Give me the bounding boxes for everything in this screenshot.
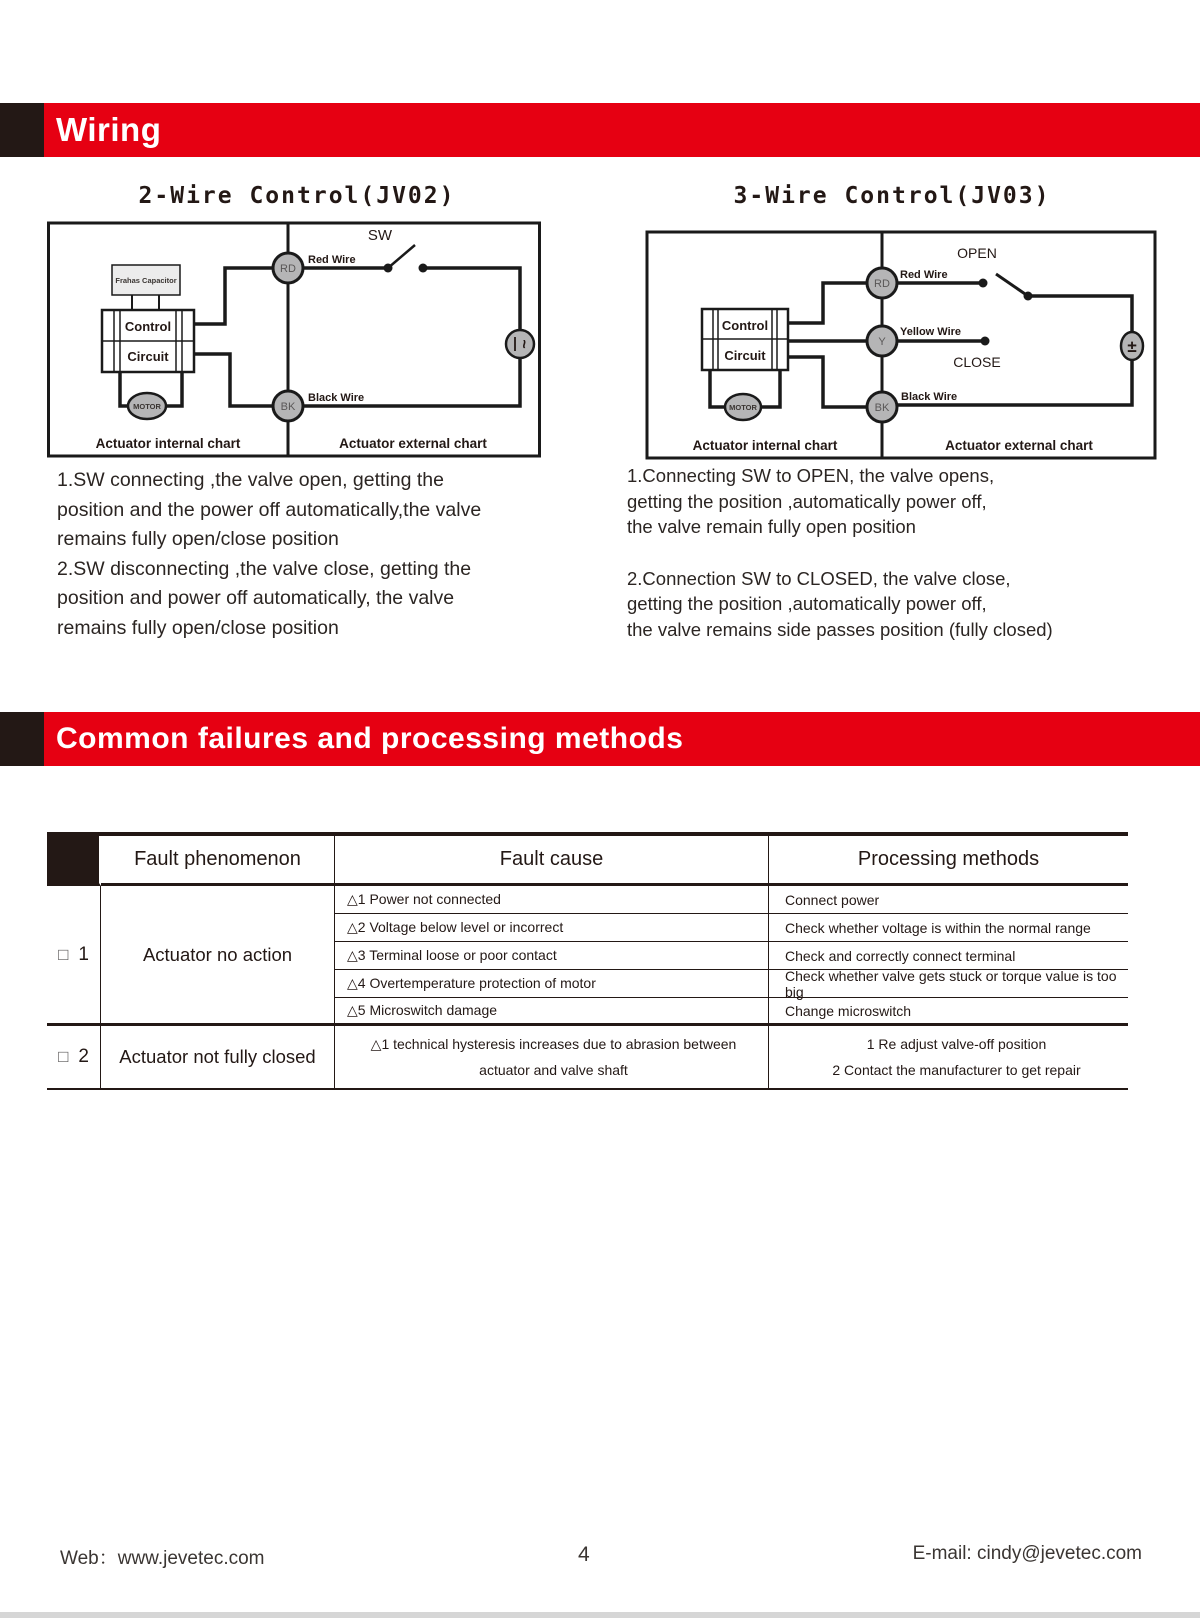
jv03-motor-wire-left (710, 370, 726, 407)
jv03-open-contact (979, 279, 988, 288)
fault-cause-cell: △2 Voltage below level or incorrect (335, 914, 769, 942)
row-number-cell (47, 1026, 101, 1090)
note-line: remains fully open/close position (57, 616, 339, 639)
processing-method-cell (769, 1026, 1128, 1090)
footer-email: E-mail: cindy@jevetec.com (912, 1543, 1142, 1564)
jv02-motor-label: MOTOR (133, 402, 161, 411)
row-number: 1 (78, 943, 89, 965)
fault-cause-cell: △1 Power not connected (335, 886, 769, 914)
note-line: remains fully open/close position (57, 528, 339, 550)
jv02-diagram-title: 2-Wire Control(JV02) (138, 183, 456, 209)
note-paragraph (627, 566, 1157, 643)
note-line: getting the position ,automatically power off, (627, 593, 987, 614)
jv03-internal-caption: Actuator internal chart (692, 438, 838, 453)
jv03-wiring-diagram (645, 228, 1157, 464)
jv02-rd-label: RD (280, 263, 296, 275)
note-paragraph (627, 463, 1157, 540)
method-line: 2 Contact the manufacturer to get repair (832, 1062, 1081, 1078)
fault-cause-cell: △3 Terminal loose or poor contact (335, 942, 769, 970)
note-line: 1.SW connecting ,the valve open, getting the (57, 469, 445, 491)
jv02-notes (57, 466, 557, 643)
jv03-red-wire-label: Red Wire (900, 269, 948, 281)
jv03-dc-plusminus: ± (1127, 337, 1137, 356)
jv02-sw-label: SW (367, 227, 393, 244)
failure-table (47, 832, 1128, 1090)
fault-cause-cell: △4 Overtemperature protection of motor (335, 970, 769, 998)
fault-phenomenon-cell: Actuator no action (101, 886, 335, 1026)
jv03-switch-blade (996, 274, 1028, 296)
jv03-control-label: Control (721, 318, 769, 333)
table-corner-cell (47, 836, 101, 886)
jv03-close-label: CLOSE (953, 354, 1001, 370)
jv02-black-wire-label: Black Wire (308, 392, 365, 404)
jv02-capacitor-label: Frahas Capacitor (115, 276, 177, 285)
jv03-bk-label: BK (874, 402, 890, 414)
method-line: 1 Re adjust valve-off position (866, 1036, 1047, 1052)
jv03-diagram-title: 3-Wire Control(JV03) (733, 183, 1051, 209)
note-line: getting the position ,automatically power off, (627, 490, 987, 512)
cause-line: △1 technical hysteresis increases due to abrasion between (370, 1036, 737, 1052)
jv02-circuit-to-bk-wire (194, 354, 274, 406)
wiring-section-banner (0, 103, 1200, 157)
jv03-external-loop (1028, 296, 1132, 332)
jv03-external-caption: Actuator external chart (945, 438, 1093, 453)
note-line: the valve remain fully open position (627, 516, 916, 537)
jv02-switch-blade (388, 245, 415, 268)
note-line: position and power off automatically, the valve (57, 587, 455, 609)
jv02-bk-label: BK (280, 401, 296, 413)
jv02-external-caption: Actuator external chart (339, 436, 487, 451)
jv03-black-wire-label: Black Wire (901, 391, 958, 403)
wiring-section-title: Wiring (56, 111, 162, 148)
jv02-ac-tilde: ~ (515, 339, 532, 349)
jv02-control-to-rd-wire (194, 268, 274, 324)
banner-black-square (0, 712, 44, 766)
jv03-rd-label: RD (874, 278, 890, 290)
processing-method-cell: Check and correctly connect terminal (769, 942, 1128, 970)
footer-website: Web：www.jevetec.com (60, 1548, 265, 1569)
jv02-red-wire-label: Red Wire (308, 254, 356, 266)
jv03-control-to-rd-wire (788, 283, 868, 323)
jv03-motor-label: MOTOR (729, 403, 757, 412)
jv02-circuit-label: Circuit (127, 349, 169, 364)
jv02-control-label: Control (124, 319, 172, 334)
processing-method-cell: Check whether voltage is within the normal range (769, 914, 1128, 942)
processing-method-cell: Change microswitch (769, 998, 1128, 1026)
note-line: 2.Connection SW to CLOSED, the valve close, (627, 567, 1011, 589)
fault-phenomenon-cell: Actuator not fully closed (101, 1026, 335, 1090)
note-line: the valve remains side passes position (fully closed) (627, 618, 1053, 640)
row-number-cell (47, 886, 101, 1026)
page-bottom-edge (0, 1612, 1200, 1618)
jv02-external-loop (423, 268, 520, 330)
checkbox-icon: □ (58, 1047, 69, 1066)
jv03-circuit-to-bk-wire (788, 357, 868, 407)
jv02-wiring-diagram (46, 220, 542, 460)
processing-method-cell: Connect power (769, 886, 1128, 914)
jv03-open-label: OPEN (957, 245, 997, 261)
page-number: 4 (578, 1543, 590, 1566)
jv02-internal-caption: Actuator internal chart (95, 436, 241, 451)
fault-cause-cell: △5 Microswitch damage (335, 998, 769, 1026)
processing-method-cell: Check whether valve gets stuck or torque value is too big (769, 970, 1128, 998)
jv03-close-contact (981, 337, 990, 346)
failures-section-banner (0, 712, 1200, 766)
col-header-processing-methods: Processing methods (769, 836, 1128, 886)
jv03-motor-wire-right (760, 370, 780, 407)
banner-black-square (0, 103, 44, 157)
col-header-fault-cause: Fault cause (335, 836, 769, 886)
note-line: 1.Connecting SW to OPEN, the valve opens, (627, 465, 995, 486)
jv02-motor-wire-right (164, 372, 182, 406)
cause-line: actuator and valve shaft (479, 1062, 628, 1078)
note-line: position and the power off automatically,the valve (57, 498, 482, 521)
checkbox-icon: □ (58, 944, 69, 964)
row-number: 2 (78, 1046, 89, 1067)
jv03-circuit-label: Circuit (724, 348, 766, 363)
jv03-yellow-wire-label: Yellow Wire (900, 326, 962, 338)
failures-section-title: Common failures and processing methods (56, 722, 684, 755)
col-header-fault-phenomenon: Fault phenomenon (101, 836, 335, 886)
jv03-notes (627, 463, 1157, 642)
note-line: 2.SW disconnecting ,the valve close, getting the (57, 557, 472, 580)
fault-cause-cell (335, 1026, 769, 1090)
jv03-y-label: Y (878, 336, 886, 348)
